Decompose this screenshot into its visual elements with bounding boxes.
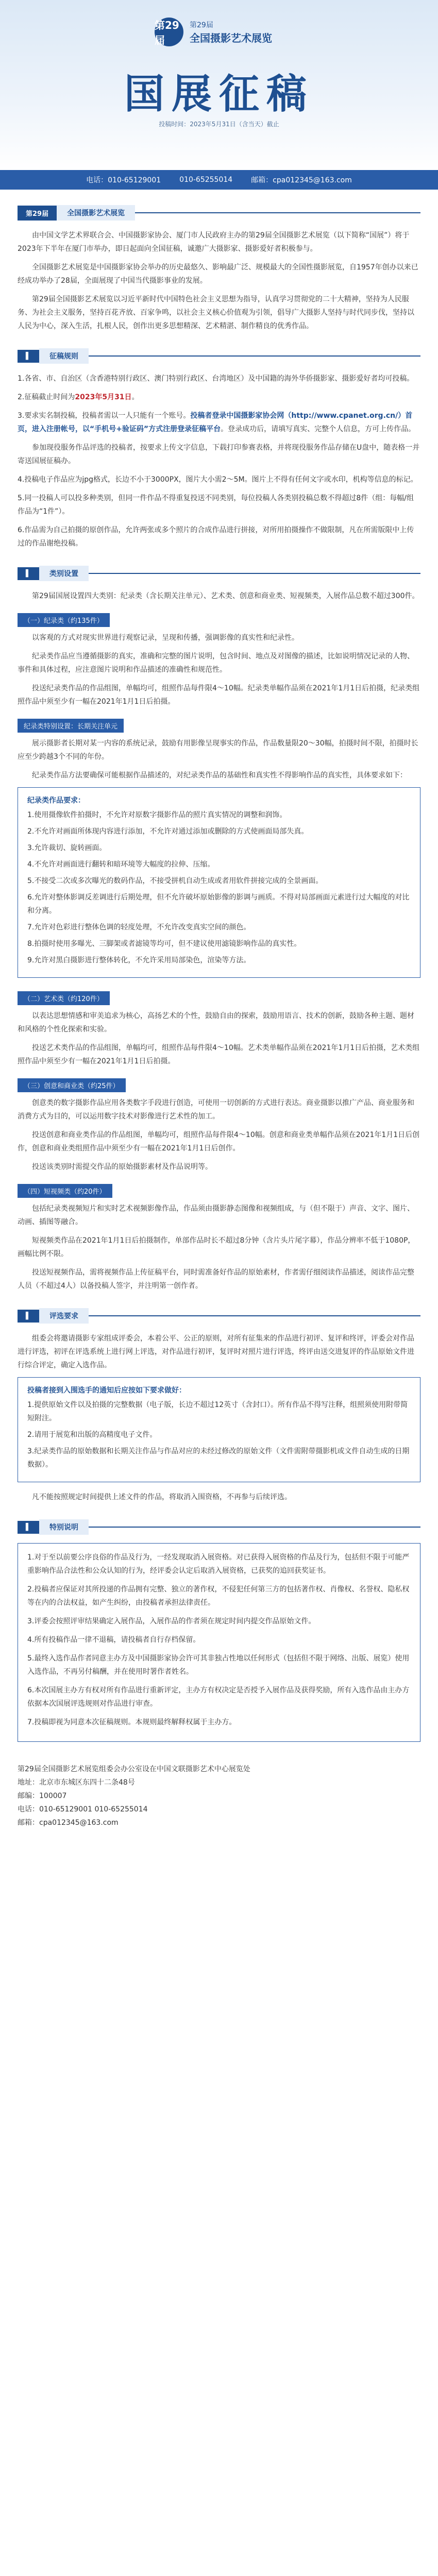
rule-text: 2.征稿截止时间为 [18,393,75,401]
divider [89,573,420,574]
category-paragraph: 投送艺术类作品的作品组图，单幅均可，组照作品每件限4～10幅。艺术类单幅作品须在2021年1月1日后拍摄，艺术类组照作品中须至少有一幅在2021年1月1日后拍摄。 [18,1044,420,1065]
divider [135,212,420,213]
section-marker: ▌ [18,567,39,580]
contact-email[interactable]: 邮箱：cpa012345@163.com [251,176,352,184]
categories-title: 类别设置 [39,566,89,581]
divider [89,1527,420,1528]
category-paragraph: 展示摄影者长期对某一内容的系统记录，鼓励有用影像呈现事实的作品，作品数量限20～30幅，拍摄时间不限，拍摄时长应至少跨越3个不同的年份。 [18,739,418,761]
list-item: 1.提供原始文件以及拍摄的完整数据（电子版，长边不超过12英寸（含封口）。所有作品不得写注释，组照须使用附带简短附注。 [27,1401,408,1422]
footer-email[interactable]: 邮箱：cpa012345@163.com [18,1819,119,1827]
special-item: 5.最终入选作品作者同意主办方及中国摄影家协会许可其非独占性地以任何形式（包括但不限于网络、出版、展览）使用入选作品，不再另付稿酬，并在使用时署作者姓名。 [27,1654,410,1676]
footer-org: 第29届全国摄影艺术展览组委会办公室设在中国文联摄影艺术中心展览处 [18,1765,250,1773]
list-item: 8.拍摄时使用多曝光、三脚架或者滤镜等均可，但不建议使用滤镜影响作品的真实性。 [27,940,301,948]
rule-item: 参加现役服务作品评选的投稿者，按要求上传文字信息，下载打印参赛表格，并将现役服务作品存储在U盘中，随表格一并寄送国展征稿办。 [18,444,420,465]
brand [155,18,272,46]
special-item: 2.投稿者应保证对其所投递的作品拥有完整、独立的著作权，不侵犯任何第三方的包括著作权、肖像权、名誉权、隐私权等在内的合法权益，如产生纠纷，由投稿者承担法律责任。 [27,1585,410,1607]
section-marker: ▌ [18,1310,39,1323]
category-paragraph: 创意类的数字摄影作品应用各类数字手段进行创造，可使用一切创新的方式进行表达。商业摄影以推广产品、商业服务和消费方式为目的，可以运用数字技术对影像进行艺术性的加工。 [18,1099,414,1121]
rule-text: 。登录成功后，请填写真实、完整个人信息，方可上传作品。 [221,425,416,433]
category-paragraph: 纪录类作品应当遵循摄影的真实，准确和完整的图片说明，包含时间、地点及对图像的描述，比如说明情况记录的人物、事件和具体过程，应注意图片说明和作品描述的准确性和规范性。 [18,652,414,674]
special-item: 7.投稿即视为同意本次征稿规则。本规则最终解释权属于主办方。 [27,1718,237,1726]
footer [0,1750,438,1850]
special-item: 1.对于至以前要公序良俗的作品及行为，一经发现取消入展资格。对已获得入展资格的作品及行为，包括但不限于可能严重影响作品合法性和公众认知的行为，经评委会认定后取消入展资格，已获奖的追回获奖证书。 [27,1553,410,1575]
intro-paragraph: 由中国文学艺术界联合会、中国摄影家协会、厦门市人民政府主办的第29届全国摄影艺术展览（以下简称“国展”）将于2023年下半年在厦门市举办，即日起面向全国征稿，诚邀广大摄影家、摄影爱好者积极参与。 [18,231,410,253]
judging-title: 评选要求 [39,1308,89,1324]
rules-heading [18,348,420,364]
contact-phone1: 电话：010-65129001 [86,176,161,184]
category-paragraph: 纪录类作品方法要确保可能根据作品描述的，对纪录类作品的基础性和真实性不得影响作品的真实性，具体要求如下： [32,771,407,779]
special-item: 6.本次国展主办方有权对所有作品进行重新评定，主办方有权决定是否授予入展作品及获得奖励，所有入选作品由主办方依据本次国展评选规则对作品进行审查。 [27,1686,410,1708]
intro-section [0,205,438,333]
brand-line1: 第29届 [190,21,213,29]
list-item: 7.允许对色彩进行整体色调的轻度处理，不允许改变真实空间的颜色。 [27,923,251,931]
list-item: 2.请用于展览和出版的高精度电子文件。 [27,1431,157,1439]
hero-banner [0,0,438,170]
category-paragraph: 以表达思想情感和审美追求为核心，高扬艺术的个性，鼓励自由的探索，鼓励用语言、技术的创新，鼓励各种主题、题材和风格的个性化探索和实验。 [18,1012,414,1033]
divider [89,1315,420,1316]
intro-paragraph: 第29届全国摄影艺术展览以习近平新时代中国特色社会主义思想为指导，认真学习贯彻党的二十大精神，坚持为人民服务、为社会主义服务，坚持百花齐放、百家争鸣，以社会主义核心价值观为引领，倡导广大摄影人坚持与时代同步伐，坚持以人民为中心，深入生活，扎根人民，创作出更多思想精深、艺术精湛、制作精良的优秀作品。 [18,295,414,330]
brand-text [190,20,272,45]
list-item: 1.使用摄像软件拍摄时，不允许对原数字摄影作品的照片真实情况的调整和润饰。 [27,811,287,819]
footer-postcode: 邮编：100007 [18,1792,67,1800]
category-badge: （一）纪录类（约135件） [18,613,110,627]
rule-item [18,409,420,436]
categories-heading [18,566,420,581]
list-item: 2.不允许对画面所体现内容进行添加，不允许对通过添加或删除的方式使画面局部失真。 [27,827,309,836]
divider [89,355,420,357]
judging-paragraph: 凡不能按照规定时间提供上述文件的作品，将取消入围资格，不再参与后续评选。 [32,1493,292,1501]
documentary-requirements-box [18,787,420,978]
category-paragraph: 投送短视频作品，需将视频作品上传征稿平台，同时需准备好作品的原始素材，作者需仔细阅读作品描述，阅读作品完整人员（不超过4人）以备投稿人签字，并注明第一创作者。 [18,1268,414,1290]
special-title: 特别说明 [39,1519,89,1535]
category-paragraph: 以客观的方式对现实世界进行观察记录，呈现和传播，强调影像的真实性和纪录性。 [32,634,299,642]
page-title: 国展征稿 [124,71,314,117]
special-item: 3.评委会按照评审结果确定入展作品，入展作品的作者须在规定时间内提交作品原始文件。 [27,1617,316,1625]
intro-tag2: 全国摄影艺术展览 [57,205,135,221]
category-badge: （三）创意和商业类（约25件） [18,1078,126,1092]
intro-heading [18,205,420,221]
finalist-requirements-box [18,1377,420,1482]
rule-item: 5.同一投稿人可以投多种类别，但同一件作品不得重复投送不同类别，每位投稿人各类别投稿总数不得超过8件（组：每幅/组作品为“1件”）。 [18,494,414,516]
rule-text: 。 [131,393,139,401]
intro-paragraph: 全国摄影艺术展览是中国摄影家协会举办的历史最悠久、影响最广泛、规模最大的全国性摄影展览，自1957年创办以来已经成功举办了28届，全面展现了中国当代摄影事业的发展。 [18,263,418,285]
category-paragraph: 投送纪录类作品的作品组图，单幅均可，组照作品每件限4～10幅。纪录类单幅作品须在2021年1月1日后拍摄，纪录类组照作品中须至少有一幅在2021年1月1日后拍摄。 [18,684,420,706]
contact-phone2: 010-65255014 [179,176,233,184]
deadline-date: 2023年5月31日 [75,393,132,401]
brand-line2: 全国摄影艺术展览 [190,31,272,44]
rules-section [0,348,438,550]
list-item: 5.不接受二次或多次曝光的数码作品，不接受拼机自动生成或者用软件拼接完成的全景画面。 [27,877,323,885]
footer-phone: 电话：010-65129001 010-65255014 [18,1805,148,1814]
category-badge: （四）短视频类（约20件） [18,1184,112,1198]
special-notes-box [18,1543,420,1742]
list-item: 3.允许裁切、旋转画面。 [27,844,107,852]
special-item: 4.所有投稿作品一律不退稿，请投稿者自行存档保留。 [27,1636,200,1644]
list-item: 9.允许对黑白摄影进行整体转化，不允许采用局部染色，渲染等方法。 [27,956,251,964]
categories-section [0,566,438,1293]
rule-item: 6.作品需为自己拍摄的原创作品，允许两张或多个照片的合成作品进行拼接，对所用拍摄操作不做限制，凡在所需版限中上传过的作品谢绝投稿。 [18,526,414,548]
special-heading [18,1519,420,1535]
list-item: 3.纪录类作品的原始数据和长期关注作品与作品对应的未经过修改的原始文件（文件需附带摄影机或文件自动生成的日期数据）。 [27,1447,410,1469]
list-item: 4.不允许对画面进行翻转和暗环境等大幅度的拉伸、压缩。 [27,860,215,869]
contact-bar [0,170,438,190]
box-title: 投稿者接到入围选手的通知后应按如下要求做好： [27,1386,186,1395]
category-paragraph: 包括纪录类视频短片和实时艺术视频影像作品，作品须由摄影静态图像和视频组成，与（但不限于）声音、文字、图片、动画、插图等融合。 [18,1205,414,1226]
section-marker: ▌ [18,1521,39,1534]
sub-line: 投稿时间：2023年5月31日（含当天）截止 [159,121,279,128]
list-item: 6.允许对整体影调反差调进行后期处理，但不允许破坏原始影像的影调与画质。不得对局部画面元素进行过大幅度的对比和分离。 [27,893,410,915]
judging-section [0,1308,438,1504]
rule-item: 1.各省、市、自治区（含香港特别行政区、澳门特别行政区、台湾地区）及中国籍的海外华侨摄影家、摄影爱好者均可投稿。 [18,375,414,383]
section-marker: ▌ [18,350,39,363]
special-section [0,1519,438,1742]
rules-title: 征稿规则 [39,348,89,364]
categories-intro: 第29届国展设置四大类别：纪录类（含长期关注单元）、艺术类、创意和商业类、短视频类，入展作品总数不超过300件。 [32,592,419,600]
footer-address: 地址：北京市东城区东四十二条48号 [18,1778,135,1787]
intro-tag: 第29届 [18,206,57,221]
rule-text: 3.要求实名制投稿，投稿者需以一人只能有一个账号。 [18,412,191,420]
category-paragraph: 短视频类作品在2021年1月1日后拍摄制作，单部作品时长不超过8分钟（含片头片尾字幕），作品分辨率不低于1080P，画幅比例不限。 [18,1236,415,1258]
rule-highlight[interactable]: 投稿者登录中国摄影家协会网（http://www.cpanet.org.cn/）首页，进入注册帐号，以“手机号+验证码”方式注册登录征稿平台 [18,412,413,433]
judging-paragraph: 组委会将邀请摄影专家组成评委会，本着公平、公正的原则，对所有征集来的作品进行初评、复评和终评，评委会对作品进行评选，初评在评选系统上进行网上评选，对作品进行初评，复评时对照片进行评选，终评由送交进复评的作品原始文件进行综合评定，确定入选作品。 [18,1334,414,1369]
rule-item: 4.投稿电子作品应为jpg格式，长边不小于3000PX，图片大小需2～5M。图片上不得有任何文字或水印，机构等信息的标记。 [18,476,418,484]
category-paragraph: 投送该类别时需提交作品的原始摄影素材及作品说明等。 [32,1163,212,1171]
rule-item [18,391,420,404]
box-title: 纪录类作品要求： [27,796,85,805]
logo: 第29届 [155,18,183,46]
judging-heading [18,1308,420,1324]
category-badge: 纪录类特别设置：长期关注单元 [18,719,124,733]
category-badge: （二）艺术类（约120件） [18,991,110,1005]
category-paragraph: 投送创意和商业类作品的作品组图，单幅均可，组照作品每件限4～10幅。创意和商业类单幅作品须在2021年1月1日后创作，创意和商业类组照作品中须至少有一幅在2021年1月1日后创作。 [18,1131,420,1153]
